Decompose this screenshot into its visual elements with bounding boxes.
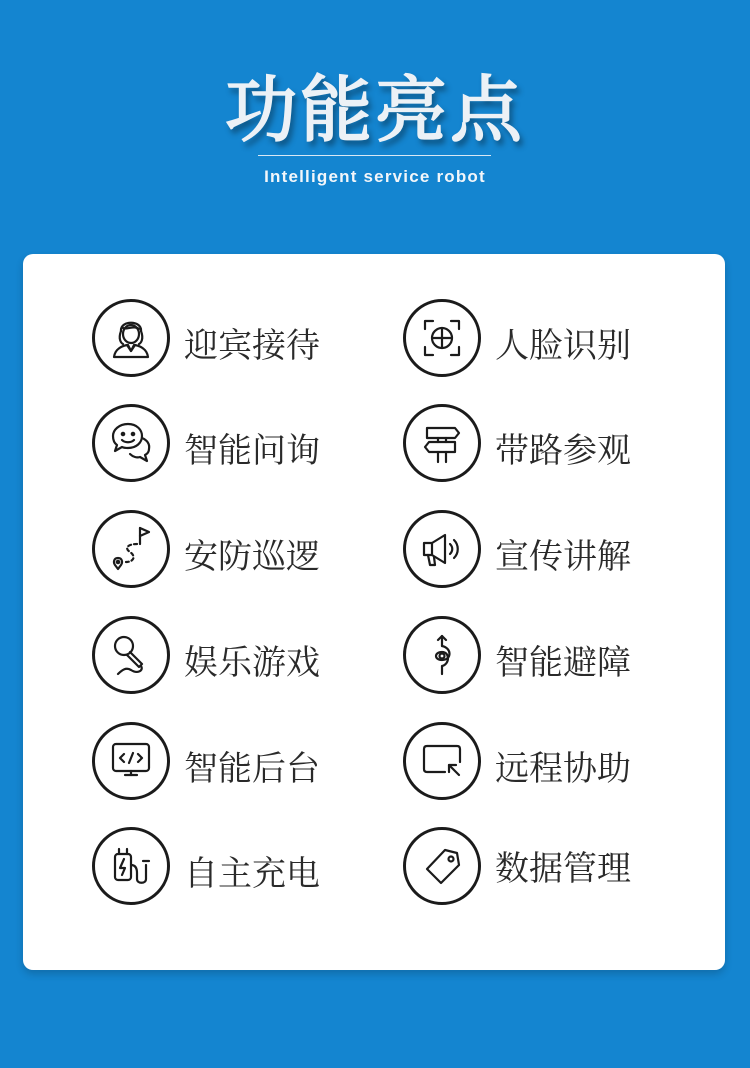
feature-smart-inquiry bbox=[92, 404, 382, 488]
title-divider bbox=[258, 155, 491, 156]
feature-label: 迎宾接待 bbox=[184, 326, 320, 366]
receptionist-icon bbox=[92, 299, 170, 377]
feature-label: 智能问询 bbox=[184, 431, 320, 471]
page-subtitle: Intelligent service robot bbox=[264, 167, 486, 186]
page-title: 功能亮点 bbox=[224, 68, 525, 152]
feature-label: 娱乐游戏 bbox=[184, 643, 320, 683]
feature-smart-backend bbox=[92, 722, 382, 806]
feature-label: 安防巡逻 bbox=[184, 537, 320, 577]
charging-plug-icon bbox=[92, 827, 170, 905]
feature-auto-charging bbox=[92, 827, 382, 911]
feature-label: 智能后台 bbox=[184, 749, 320, 789]
feature-guided-tour bbox=[403, 404, 693, 488]
code-monitor-icon bbox=[92, 722, 170, 800]
signpost-icon bbox=[403, 404, 481, 482]
feature-entertainment bbox=[92, 616, 382, 700]
feature-reception bbox=[92, 299, 382, 383]
feature-label: 数据管理 bbox=[495, 849, 631, 889]
feature-label: 带路参观 bbox=[495, 431, 631, 471]
chat-bubbles-icon bbox=[92, 404, 170, 482]
feature-promotion bbox=[403, 510, 693, 594]
feature-label: 智能避障 bbox=[495, 643, 631, 683]
feature-obstacle-avoidance bbox=[403, 616, 693, 700]
megaphone-icon bbox=[403, 510, 481, 588]
feature-security-patrol bbox=[92, 510, 382, 594]
feature-data-management bbox=[403, 827, 693, 911]
tag-icon bbox=[403, 827, 481, 905]
microphone-icon bbox=[92, 616, 170, 694]
features-card bbox=[23, 254, 725, 970]
feature-label: 远程协助 bbox=[495, 749, 631, 789]
feature-label: 人脸识别 bbox=[495, 326, 631, 366]
feature-label: 自主充电 bbox=[184, 854, 320, 894]
feature-label: 宣传讲解 bbox=[495, 537, 631, 577]
feature-remote-assist bbox=[403, 722, 693, 806]
patrol-route-icon bbox=[92, 510, 170, 588]
remote-screen-icon bbox=[403, 722, 481, 800]
feature-face-recognition bbox=[403, 299, 693, 383]
face-scan-icon bbox=[403, 299, 481, 377]
obstacle-avoid-icon bbox=[403, 616, 481, 694]
